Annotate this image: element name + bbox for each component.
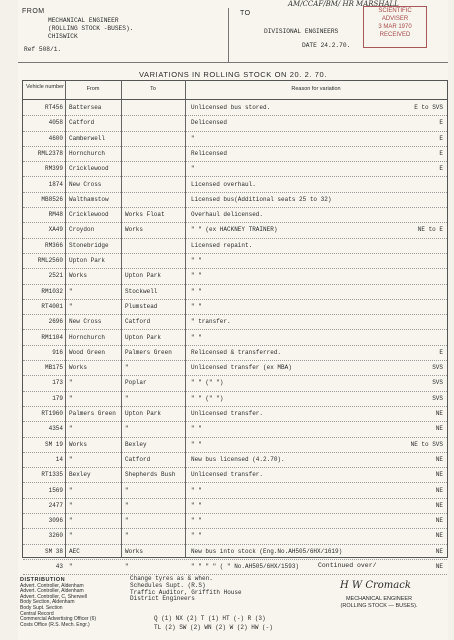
cell-reason: " " " " ( " No.AH505/6HX/1593): [191, 563, 300, 570]
distribution-item: Central Record: [20, 610, 54, 617]
cell-reason: " " (" "): [191, 394, 224, 402]
distribution-item: Advert. Controller, C, Sherwell: [20, 593, 87, 600]
cell-reason: Licensed bus(Additional seats 25 to 32): [191, 195, 332, 203]
cell-code: E: [439, 165, 443, 173]
cell-to: ": [125, 486, 129, 494]
cell-to: ": [125, 394, 129, 402]
cell-to: Catford: [125, 455, 151, 463]
ref-number: Ref 508/1.: [24, 46, 62, 53]
table-row: [23, 528, 447, 544]
note-line: District Engineers: [130, 595, 195, 603]
cell-reason: Relicensed: [191, 149, 228, 157]
cell-vehicle-number: 2521: [48, 272, 63, 280]
cell-code: NE: [435, 517, 443, 525]
cell-from: Works: [69, 440, 88, 448]
table-row: [23, 284, 447, 300]
cell-vehicle-number: 2477: [48, 501, 63, 509]
cell-reason: " ": [191, 257, 202, 264]
cell-to: Catford: [125, 318, 151, 326]
cell-reason: Unlicensed transfer.: [191, 410, 264, 417]
cell-code: NE: [435, 410, 443, 417]
cell-vehicle-number: 1569: [48, 486, 63, 494]
cell-code: NE to E: [417, 226, 443, 234]
stamp-line-3: 3 MAR 1970: [378, 24, 412, 30]
cell-from: Palmers Green: [69, 410, 116, 417]
cell-code: E: [439, 348, 443, 356]
cell-vehicle-number: 14: [55, 455, 63, 463]
cell-to: ": [125, 501, 129, 509]
table-row: [23, 345, 447, 361]
signature-title: [324, 596, 434, 610]
cell-to: ": [125, 517, 129, 525]
cell-reason: " " (ex HACKNEY TRAINER): [191, 226, 278, 234]
cell-reason: ": [191, 165, 195, 173]
cell-from: Cricklewood: [69, 211, 109, 219]
stamp-line-4: RECEIVED: [379, 32, 411, 38]
cell-to: ": [125, 532, 129, 540]
table-row: [23, 299, 447, 315]
table-row: [23, 375, 447, 391]
table-row: [23, 207, 447, 223]
table-row: [23, 544, 447, 560]
from-line-3: CHISWICK: [48, 33, 78, 40]
cell-reason: " ": [191, 440, 202, 448]
table-row: [23, 452, 447, 468]
cell-code: SVS: [432, 364, 443, 372]
from-line-2: (ROLLING STOCK -BUSES).: [48, 25, 134, 32]
table-row: [23, 330, 447, 346]
header-divider: [228, 8, 229, 62]
cell-reason: " ": [191, 272, 202, 280]
cell-from: New Cross: [69, 180, 102, 188]
cell-to: Shepherds Bush: [125, 471, 176, 479]
cell-reason: " ": [191, 517, 202, 525]
cell-code: NE: [435, 547, 443, 555]
cell-vehicle-number: RM1032: [41, 287, 63, 295]
table-row: [23, 253, 447, 269]
cell-vehicle-number: XA49: [48, 226, 63, 234]
cell-vehicle-number: 1874: [48, 180, 63, 188]
table-header: [23, 81, 447, 100]
cell-from: Upton Park: [69, 257, 106, 264]
cell-vehicle-number: 3096: [48, 517, 63, 525]
cell-vehicle-number: 179: [52, 394, 63, 402]
cell-vehicle-number: MB175: [44, 364, 63, 372]
footer-notes: [130, 576, 242, 603]
cell-reason: New bus into stock (Eng.No.AH505/6HX/1619): [191, 547, 343, 555]
cell-reason: " ": [191, 486, 202, 494]
cell-from: Catford: [69, 119, 95, 127]
note-line: Traffic Auditor, Griffith House: [130, 588, 242, 596]
to-line: DIVISIONAL ENGINEERS: [264, 28, 339, 35]
table-row: [23, 146, 447, 162]
stamp-line-2: ADVISER: [381, 16, 409, 22]
cell-from: ": [69, 394, 73, 402]
distribution-list: [20, 578, 130, 628]
from-line-1: MECHANICAL ENGINEER: [48, 17, 119, 24]
column-header-reason: Reason for variation: [291, 86, 341, 92]
from-label: FROM: [22, 8, 45, 15]
cell-from: ": [69, 379, 73, 387]
table-row: [23, 467, 447, 483]
document-title: VARIATIONS IN ROLLING STOCK ON 20. 2. 70.: [139, 70, 327, 79]
distribution-item: Advert. Controller, Aldenham: [20, 582, 84, 589]
cell-vehicle-number: RT1335: [41, 471, 63, 479]
cell-vehicle-number: RM399: [44, 165, 63, 173]
depot-codes: [154, 614, 273, 632]
table-row: [23, 360, 447, 376]
cell-vehicle-number: RM366: [44, 241, 63, 249]
cell-from: Works: [69, 364, 88, 372]
cell-reason: " ": [191, 333, 202, 341]
to-label: TO: [240, 10, 251, 17]
table-row: [23, 222, 447, 238]
table-row: [23, 268, 447, 284]
cell-reason: " transfer.: [191, 318, 231, 326]
cell-from: Hornchurch: [69, 333, 106, 341]
distribution-item: Costs Office (R.S. Mech. Engr.): [20, 621, 90, 628]
note-line: Change tyres as & when.: [130, 575, 213, 582]
cell-from: Hornchurch: [69, 149, 106, 157]
cell-to: Poplar: [125, 379, 147, 387]
cell-from: ": [69, 517, 73, 525]
cell-from: Battersea: [69, 104, 102, 111]
distribution-item: Advert. Controller, Aldenham: [20, 588, 84, 595]
memo-header: [18, 0, 448, 63]
continued-note: Continued over/: [318, 562, 377, 569]
table-row: [23, 100, 447, 116]
cell-vehicle-number: RM1104: [41, 333, 63, 341]
cell-code: SVS: [432, 394, 443, 402]
cell-vehicle-number: RT1960: [41, 410, 63, 417]
cell-to: Bexley: [125, 440, 147, 448]
cell-from: Bexley: [69, 471, 91, 479]
cell-to: ": [125, 425, 129, 433]
cell-reason: " " (" "): [191, 379, 224, 387]
table-row: [23, 192, 447, 208]
table-row: [23, 483, 447, 499]
column-header-to: To: [150, 86, 156, 92]
cell-from: Croydon: [69, 226, 95, 234]
note-line: Schedules Supt. (R.S): [130, 581, 206, 589]
memo-date: DATE 24.2.70.: [302, 42, 351, 49]
cell-to: Upton Park: [125, 272, 162, 280]
table-row: [23, 498, 447, 514]
table-row: [23, 177, 447, 193]
cell-vehicle-number: 43: [55, 563, 63, 570]
cell-code: SVS: [432, 379, 443, 387]
cell-code: NE to SVS: [410, 440, 443, 448]
cell-vehicle-number: MB8526: [41, 195, 63, 203]
cell-from: Wood Green: [69, 348, 106, 356]
cell-from: ": [69, 486, 73, 494]
cell-vehicle-number: 173: [52, 379, 63, 387]
cell-to: Palmers Green: [125, 348, 172, 356]
cell-vehicle-number: RT456: [44, 104, 63, 111]
cell-vehicle-number: 916: [52, 348, 63, 356]
cell-to: ": [125, 563, 129, 570]
cell-reason: Overhaul delicensed.: [191, 211, 264, 219]
cell-from: ": [69, 455, 73, 463]
cell-vehicle-number: 3260: [48, 532, 63, 540]
cell-vehicle-number: 2696: [48, 318, 63, 326]
handwritten-recipients: AM/CCAF/BM/ HR MARSHALL: [288, 0, 399, 8]
cell-reason: " ": [191, 425, 202, 433]
cell-code: NE: [435, 532, 443, 540]
cell-from: AEC: [69, 547, 80, 555]
cell-from: Walthamstow: [69, 195, 109, 203]
table-row: [23, 437, 447, 453]
cell-from: ": [69, 563, 73, 570]
cell-vehicle-number: RM48: [48, 211, 63, 219]
table-row: [23, 115, 447, 131]
cell-reason: " ": [191, 302, 202, 310]
signature: H W Cromack: [340, 580, 411, 591]
cell-from: ": [69, 425, 73, 433]
table-row: [23, 238, 447, 254]
document-page: [18, 0, 448, 640]
cell-from: Works: [69, 272, 88, 280]
cell-to: Works Float: [125, 211, 165, 219]
table-row: [23, 406, 447, 422]
cell-reason: Unlicensed bus stored.: [191, 104, 271, 111]
code-line: TL (2) SW (2) WN (2) W (2) HW (-): [154, 624, 273, 631]
cell-to: Upton Park: [125, 410, 162, 417]
cell-code: E: [439, 134, 443, 142]
table-row: [23, 391, 447, 407]
cell-code: E to SVS: [414, 104, 443, 111]
distribution-item: Body Section, Aldenham: [20, 599, 75, 606]
table-row: [23, 559, 447, 575]
cell-from: ": [69, 532, 73, 540]
cell-code: NE: [435, 501, 443, 509]
cell-vehicle-number: 4058: [48, 119, 63, 127]
stamp-line-1: SCIENTIFIC: [378, 8, 412, 14]
cell-from: Stonebridge: [69, 241, 109, 249]
cell-reason: " ": [191, 501, 202, 509]
cell-from: ": [69, 501, 73, 509]
cell-code: NE: [435, 455, 443, 463]
cell-from: ": [69, 287, 73, 295]
cell-reason: Relicensed & transferred.: [191, 348, 282, 356]
code-line: Q (1) NX (2) T (1) HT (-) R (3): [154, 615, 266, 622]
table-row: [23, 421, 447, 437]
cell-code: NE: [435, 563, 443, 570]
table-row: [23, 161, 447, 177]
distribution-item: Commercial Advertising Officer (6): [20, 616, 97, 623]
cell-to: Works: [125, 226, 144, 234]
cell-code: E: [439, 119, 443, 127]
cell-to: ": [125, 364, 129, 372]
cell-reason: Licensed repaint.: [191, 241, 253, 249]
cell-from: ": [69, 302, 73, 310]
cell-vehicle-number: RT4001: [41, 302, 63, 310]
cell-reason: Unlicensed transfer.: [191, 471, 264, 479]
table-row: [23, 314, 447, 330]
cell-vehicle-number: SM 38: [44, 547, 63, 555]
cell-from: New Cross: [69, 318, 102, 326]
column-header-from: From: [86, 86, 100, 92]
cell-reason: " ": [191, 532, 202, 540]
signature-title-line: (ROLLING STOCK — BUSES).: [340, 603, 418, 609]
cell-reason: Delicensed: [191, 119, 228, 127]
cell-reason: Licensed overhaul.: [191, 180, 256, 188]
cell-reason: " ": [191, 287, 202, 295]
cell-from: Cricklewood: [69, 165, 109, 173]
cell-to: Works: [125, 547, 144, 555]
cell-to: Plumstead: [125, 302, 158, 310]
table-row: [23, 131, 447, 147]
cell-code: NE: [435, 425, 443, 433]
cell-vehicle-number: 4600: [48, 134, 63, 142]
cell-to: Stockwell: [125, 287, 158, 295]
column-header-vehicle: Vehicle number: [26, 84, 64, 90]
distribution-heading: DISTRIBUTION: [20, 577, 66, 583]
cell-vehicle-number: 4354: [48, 425, 63, 433]
cell-to: Upton Park: [125, 333, 162, 341]
cell-vehicle-number: SM 19: [44, 440, 63, 448]
cell-code: NE: [435, 471, 443, 479]
cell-vehicle-number: RML2560: [37, 257, 63, 264]
cell-code: NE: [435, 486, 443, 494]
cell-reason: Unlicensed transfer (ex MBA): [191, 364, 292, 372]
cell-from: Camberwell: [69, 134, 106, 142]
cell-reason: New bus licensed (4.2.70).: [191, 455, 285, 463]
cell-code: E: [439, 149, 443, 157]
distribution-item: Body Supt. Section: [20, 604, 63, 611]
signature-title-line: MECHANICAL ENGINEER: [345, 596, 413, 602]
cell-reason: ": [191, 134, 195, 142]
received-stamp: [363, 6, 427, 48]
cell-vehicle-number: RML2378: [37, 149, 63, 157]
table-row: [23, 513, 447, 529]
